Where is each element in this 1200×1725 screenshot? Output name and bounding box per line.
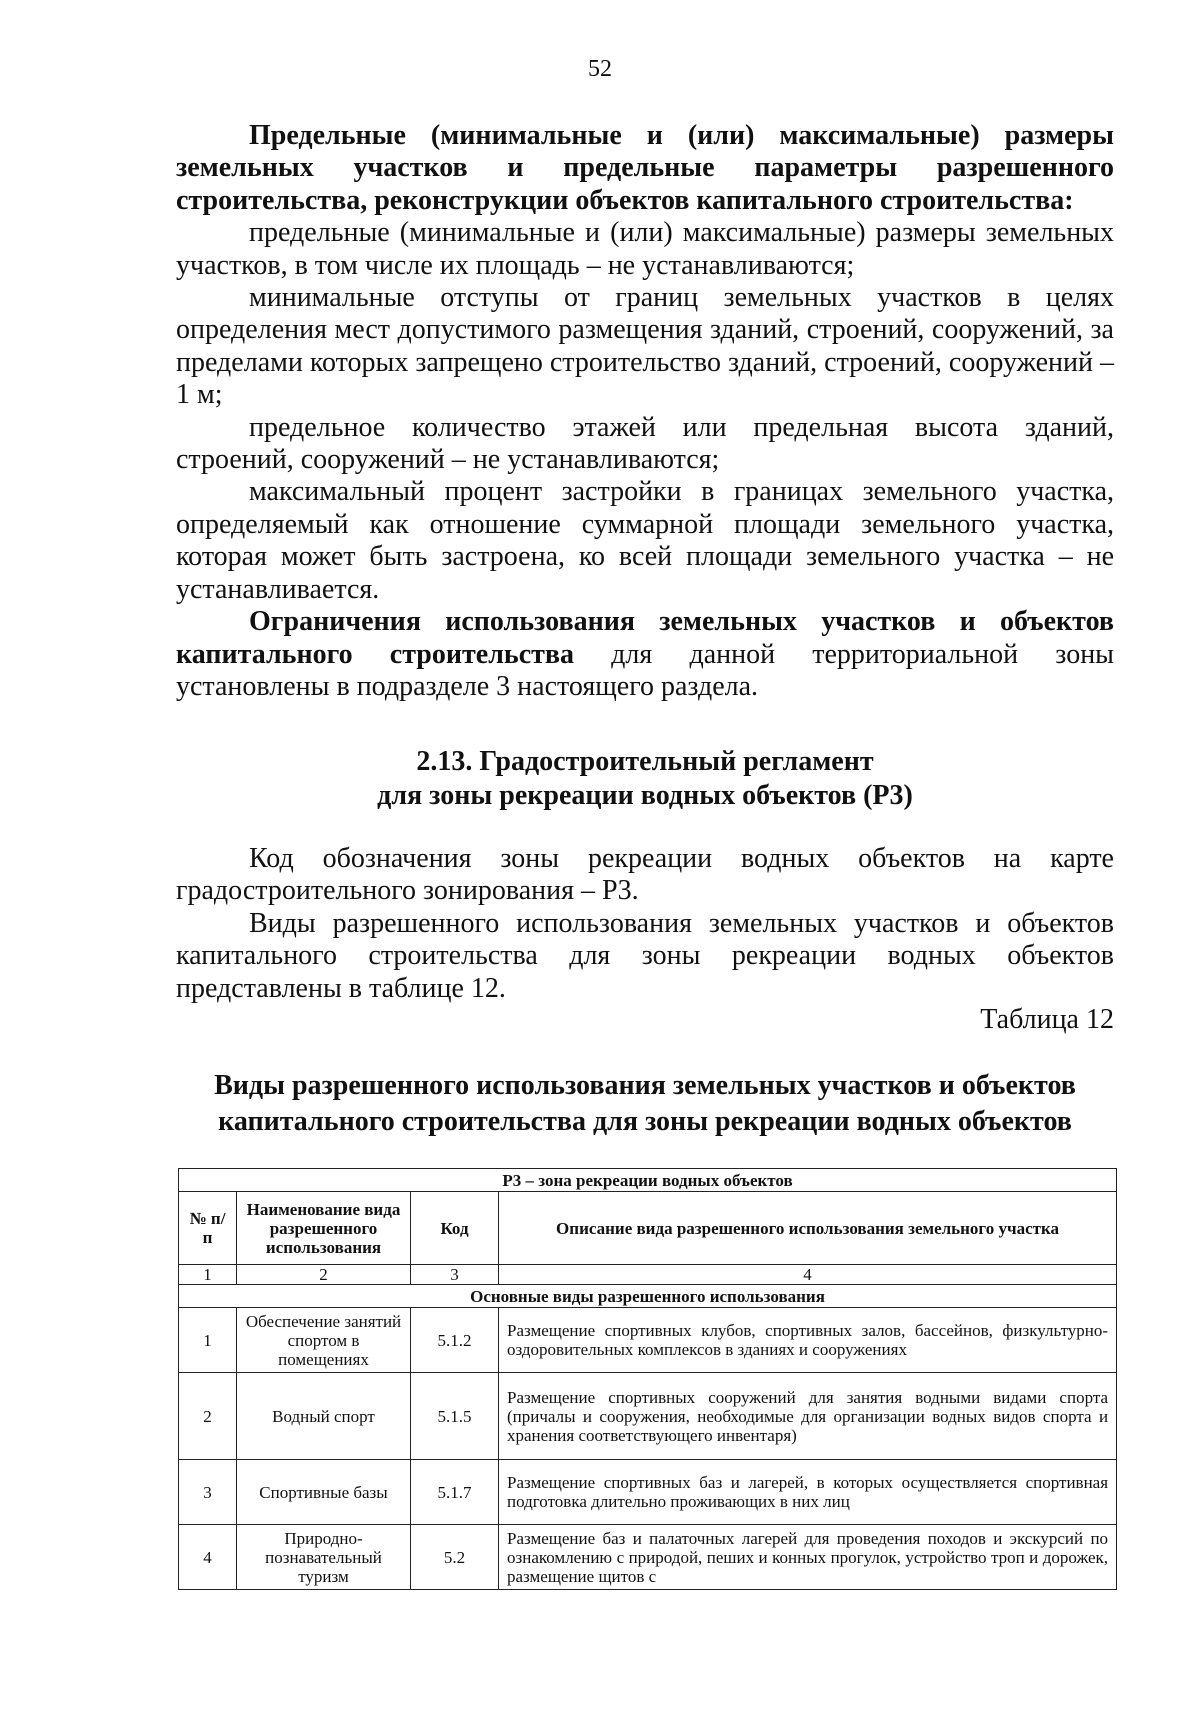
row-code: 5.1.2 (411, 1308, 499, 1373)
header-num: № п/п (179, 1192, 237, 1265)
section-title-line1: 2.13. Градостроительный регламент (416, 746, 874, 777)
row-num: 2 (179, 1373, 237, 1460)
row-code: 5.1.7 (411, 1460, 499, 1525)
paragraph-zone-code: Код обозначения зоны рекреации водных объектов на карте градостроительного зонирования – Р3. (176, 843, 1114, 907)
paragraph-floors: предельное количество этажей или предельная высота зданий, строений, сооружений – не устанавливаются; (176, 411, 1114, 476)
row-name: Природно-познавательный туризм (237, 1525, 411, 1590)
section-title (176, 745, 1114, 813)
row-num: 1 (179, 1308, 237, 1373)
paragraph-plot-sizes: предельные (минимальные и (или) максимальные) размеры земельных участков, в том числе их площадь – не устанавливаются; (176, 217, 1114, 281)
table-row (179, 1373, 1117, 1460)
restrictions-rest: для данной территориальной зоны установлены в подразделе 3 настоящего раздела. (176, 638, 1114, 702)
index-cell: 3 (411, 1265, 499, 1285)
table-title (176, 1068, 1114, 1140)
table-row (179, 1525, 1117, 1590)
table-title-line2: капитального строительства для зоны рекреации водных объектов (218, 1106, 1072, 1137)
table-zone-header: Р3 – зона рекреации водных объектов (179, 1169, 1117, 1192)
paragraph-setbacks: минимальные отступы от границ земельных участков в целях определения мест допустимого размещения зданий, строений, сооружений, за пределами которых запрещено строительство зданий, строений, сооружений – 1 м; (176, 282, 1114, 411)
group-header: Основные виды разрешенного использования (179, 1285, 1117, 1308)
row-description: Размещение спортивных сооружений для занятия водными видами спорта (причалы и сооружения, необходимые для организации водных видов спорта и хранения соответствующего инвентаря) (499, 1373, 1117, 1460)
table-row (179, 1308, 1117, 1373)
header-name: Наименование вида разрешенного использования (237, 1192, 411, 1265)
permitted-use-table (178, 1168, 1117, 1590)
header-description: Описание вида разрешенного использования земельного участка (499, 1192, 1117, 1265)
table-header-row (179, 1192, 1117, 1265)
row-description: Размещение баз и палаточных лагерей для проведения походов и экскурсий по ознакомлению с природой, пеших и конных прогулок, устройство троп и дорожек, размещение щитов с (499, 1525, 1117, 1590)
index-cell: 1 (179, 1265, 237, 1285)
paragraph-build-percent: максимальный процент застройки в границах земельного участка, определяемый как отношение суммарной площади земельного участка, которая может быть застроена, ко всей площади земельного участка – не устанавливается. (176, 476, 1114, 605)
table-index-row (179, 1265, 1117, 1285)
index-cell: 4 (499, 1265, 1117, 1285)
index-cell: 2 (237, 1265, 411, 1285)
header-code: Код (411, 1192, 499, 1265)
table-group-row (179, 1285, 1117, 1308)
section-title-line2: для зоны рекреации водных объектов (Р3) (377, 780, 913, 811)
row-name: Спортивные базы (237, 1460, 411, 1525)
row-num: 4 (179, 1525, 237, 1590)
table-title-line1: Виды разрешенного использования земельных участков и объектов (214, 1070, 1076, 1101)
table-zone-row (179, 1169, 1117, 1192)
paragraph-restrictions (176, 606, 1114, 703)
parameters-heading: Предельные (минимальные и (или) максимальные) размеры земельных участков и предельные параметры разрешенного строительства, реконструкции объектов капитального строительства: (176, 120, 1114, 216)
row-name: Обеспечение занятий спортом в помещениях (237, 1308, 411, 1373)
regulation-parameters-block (176, 120, 1114, 703)
table-row (179, 1460, 1117, 1525)
page-number: 52 (588, 56, 612, 82)
row-description: Размещение спортивных клубов, спортивных залов, бассейнов, физкультурно-оздоровительных комплексов в зданиях и сооружениях (499, 1308, 1117, 1373)
section-body (176, 843, 1114, 1005)
paragraph-table-ref: Виды разрешенного использования земельных участков и объектов капитального строительства для зоны рекреации водных объектов представлены в таблице 12. (176, 907, 1114, 1004)
row-name: Водный спорт (237, 1373, 411, 1460)
row-code: 5.2 (411, 1525, 499, 1590)
row-code: 5.1.5 (411, 1373, 499, 1460)
restrictions-bold: Ограничения использования земельных участков и объектов капитального строительства (176, 606, 1114, 670)
row-num: 3 (179, 1460, 237, 1525)
table-caption: Таблица 12 (980, 1004, 1114, 1035)
row-description: Размещение спортивных баз и лагерей, в которых осуществляется спортивная подготовка длительно проживающих в них лиц (499, 1460, 1117, 1525)
